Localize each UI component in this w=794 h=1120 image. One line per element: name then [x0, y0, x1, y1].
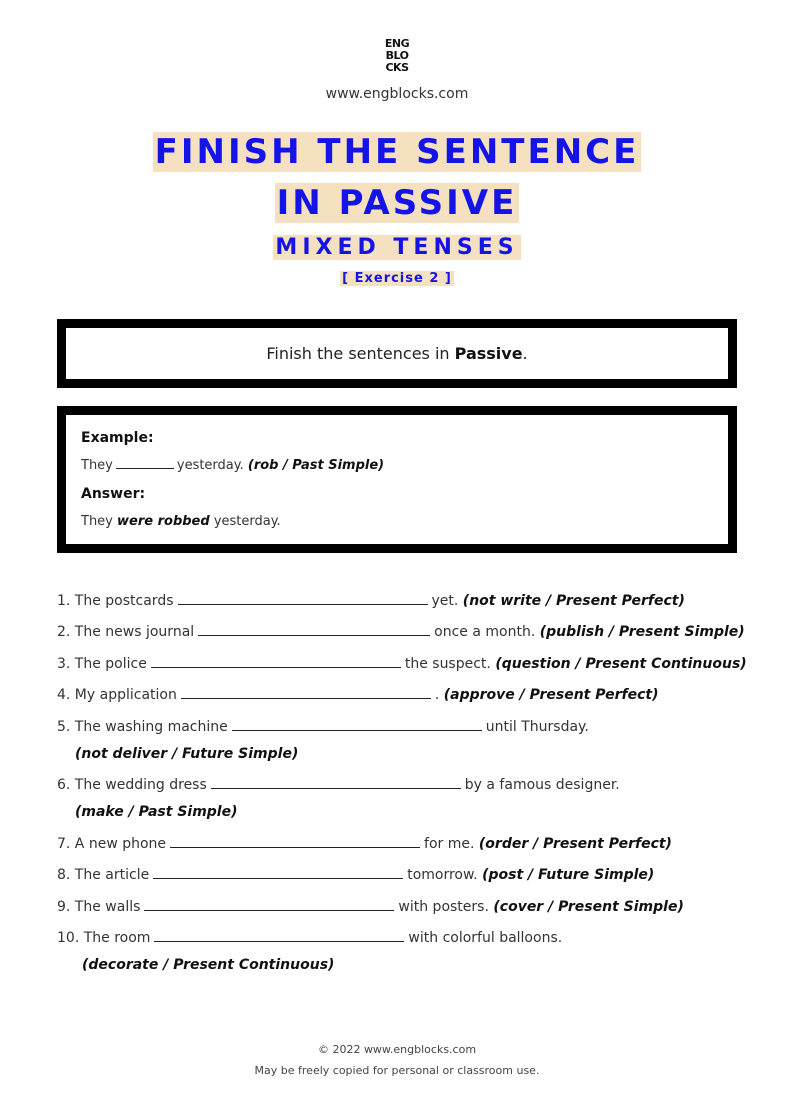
instruction-text: [66, 344, 728, 363]
example-box: [57, 406, 737, 553]
question-10: [57, 930, 562, 946]
question-hint: (post / Future Simple): [482, 867, 655, 883]
question-1: [57, 593, 685, 609]
question-10-hint-line: [82, 957, 334, 973]
question-3: [57, 656, 747, 672]
question-8: [57, 867, 654, 883]
logo-line: CKS: [385, 61, 409, 74]
question-before: 8. The article: [57, 867, 150, 883]
question-before: 1. The postcards: [57, 593, 174, 609]
question-before: 2. The news journal: [57, 624, 195, 640]
question-2: [57, 624, 745, 640]
question-after: tomorrow.: [407, 867, 478, 883]
instruction-suffix: .: [522, 344, 528, 363]
question-after: for me.: [424, 836, 475, 852]
example-blank: [116, 467, 174, 469]
question-after: until Thursday.: [485, 719, 589, 735]
question-hint: (decorate / Present Continuous): [82, 957, 335, 973]
question-after: with posters.: [398, 899, 489, 915]
question-hint: (approve / Present Perfect): [443, 687, 659, 703]
question-5-hint-line: [75, 746, 298, 762]
question-5: [57, 719, 589, 735]
question-6-hint-line: [75, 804, 238, 820]
title-line-1: [0, 131, 794, 173]
subtitle-text: MIXED TENSES: [275, 235, 519, 260]
answer-blank[interactable]: [232, 729, 482, 731]
exercise-text: [ Exercise 2 ]: [342, 271, 452, 286]
question-before: 10. The room: [57, 930, 151, 946]
question-before: 5. The washing machine: [57, 719, 228, 735]
footer-note: May be freely copied for personal or classroom use.: [254, 1064, 540, 1077]
question-before: 4. My application: [57, 687, 177, 703]
answer-end: yesterday.: [209, 514, 281, 529]
answer-sentence: [81, 514, 281, 529]
question-after: once a month.: [434, 624, 536, 640]
question-6: [57, 777, 620, 793]
logo-line: ENG: [384, 37, 410, 50]
question-hint: (publish / Present Simple): [539, 624, 745, 640]
question-after: with colorful balloons.: [408, 930, 563, 946]
answer-blank[interactable]: [198, 634, 430, 636]
question-after: by a famous designer.: [464, 777, 620, 793]
instruction-box: [57, 319, 737, 388]
example-sentence: [81, 458, 384, 473]
example-start: They: [81, 458, 113, 473]
instruction-prefix: Finish the sentences in: [266, 344, 455, 363]
answer-label: Answer:: [81, 486, 146, 502]
question-hint: (cover / Present Simple): [493, 899, 684, 915]
question-hint: (question / Present Continuous): [495, 656, 747, 672]
footer-copyright: © 2022 www.engblocks.com: [317, 1043, 477, 1056]
example-end: yesterday.: [176, 458, 244, 473]
answer-blank[interactable]: [151, 666, 401, 668]
example-hint: (rob / Past Simple): [247, 458, 385, 473]
answer-blank[interactable]: [170, 846, 420, 848]
instruction-bold: Passive: [454, 344, 523, 363]
answer-blank[interactable]: [154, 940, 404, 942]
question-hint: (make / Past Simple): [75, 804, 238, 820]
engblocks-logo: [377, 38, 417, 74]
question-before: 6. The wedding dress: [57, 777, 207, 793]
question-hint: (not deliver / Future Simple): [75, 746, 299, 762]
question-7: [57, 836, 672, 852]
question-before: 9. The walls: [57, 899, 141, 915]
question-9: [57, 899, 684, 915]
subtitle: [0, 233, 794, 263]
title-text-1: FINISH THE SENTENCE: [154, 132, 640, 172]
answer-bold: were robbed: [117, 514, 210, 529]
answer-blank[interactable]: [211, 787, 461, 789]
logo-line: BLO: [385, 49, 409, 62]
exercise-label: [0, 267, 794, 288]
question-hint: (order / Present Perfect): [478, 836, 672, 852]
question-before: 7. A new phone: [57, 836, 167, 852]
question-after: .: [434, 687, 440, 703]
title-text-2: IN PASSIVE: [276, 183, 518, 223]
example-label: Example:: [81, 430, 154, 446]
title-line-2: [0, 182, 794, 224]
answer-blank[interactable]: [153, 877, 403, 879]
site-url: www.engblocks.com: [325, 86, 469, 102]
question-before: 3. The police: [57, 656, 147, 672]
answer-blank[interactable]: [178, 603, 428, 605]
answer-blank[interactable]: [144, 909, 394, 911]
question-after: the suspect.: [404, 656, 491, 672]
question-after: yet.: [431, 593, 459, 609]
question-4: [57, 687, 659, 703]
question-hint: (not write / Present Perfect): [462, 593, 685, 609]
answer-start: They: [81, 514, 118, 529]
answer-blank[interactable]: [181, 697, 431, 699]
